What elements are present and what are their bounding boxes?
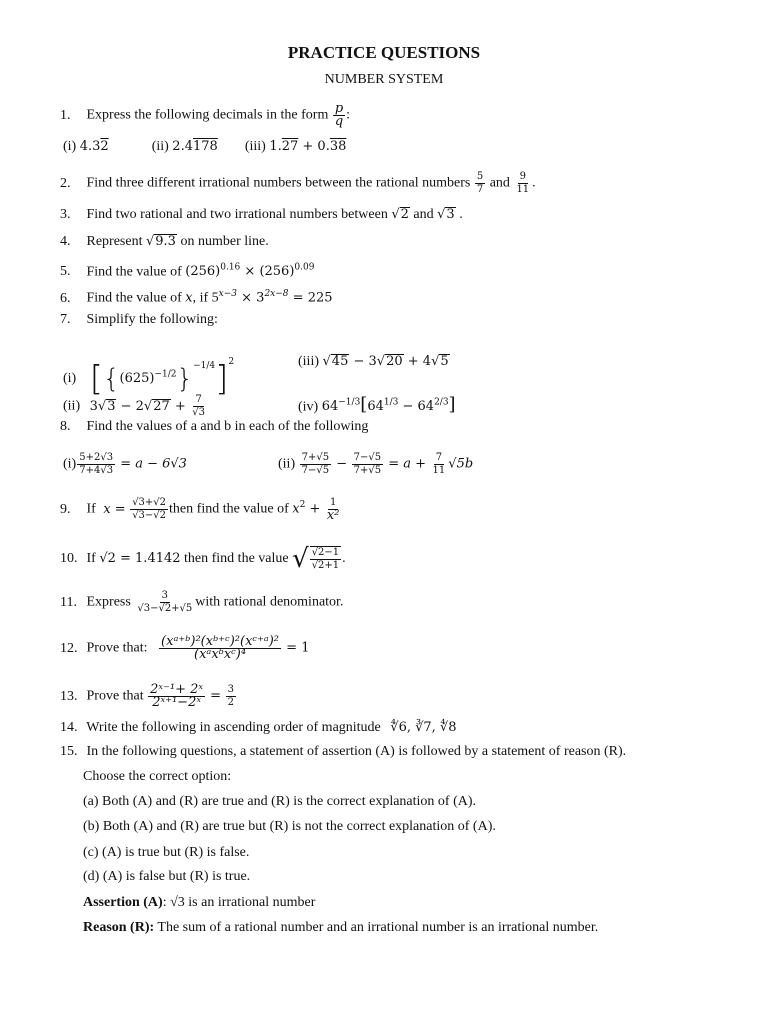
question-1-parts: (i) 4.32 (ii) 2.4178 (iii) 1.27 + 0.38 [63,139,347,154]
question-14: 14. Write the following in ascending order of magnitude ∜6, ∛7, ∜8 [60,720,457,735]
question-15-instruction: Choose the correct option: [83,769,232,784]
question-2: 2. Find three different irrational numbers between the rational numbers $\frac{5}{7}$ and $\frac{9}{11}$ . [60,171,536,195]
question-15: 15. In the following questions, a statement of assertion (A) is followed by a statement of reason (R). [60,744,627,759]
question-5: 5. Find the value of $(256)^{0.16} \times (256)^{0.09}$ [60,263,315,280]
assertion-statement: Assertion (A): √3 is an irrational number [83,895,316,910]
question-8-part-ii: (ii) $\frac{7+√5}{7-√5}$ − $\frac{7-√5}{7+√5}$ = a + $\frac{7}{11}$ √5b [278,452,474,476]
option-a: (a) Both (A) and (R) are true and (R) is the correct explanation of (A). [83,794,477,809]
option-b: (b) Both (A) and (R) are true but (R) is not the correct explanation of (A). [83,819,496,834]
fraction: $\frac{9}{11}$ [516,171,530,195]
question-10: 10. If √2 = 1.4142 then find the value √ $\frac{√2-1}{√2+1}$ . [60,544,346,574]
question-7-part-ii: (ii) 3√3 − 2√27 + $\frac{7}{√3}$ [63,394,206,418]
question-13: 13. Prove that $\frac{\text{2ˣ⁻¹+ 2ˣ}}{\text{2ˣ⁺¹−2ˣ}}$ = $\frac{3}{2}$ [60,682,234,710]
p-over-q-fraction: $\frac{p}{q}$ [334,101,344,129]
radical: √2 [391,207,409,222]
question-12: 12. Prove that: $\frac{\text{(xᵃ⁺ᵇ)²(xᵇ⁺ᶜ)²(xᶜ⁺ᵃ)²}}{\text{(xᵃxᵇxᶜ)⁴}}$ = 1 [60,634,310,662]
question-4: 4. Represent √9.3 on number line. [60,234,269,249]
question-7-part-i: (i) $[\{(625)^{-1/2}\}^{-1/4}]^2$ [63,357,235,399]
question-7: 7. Simplify the following: [60,312,218,327]
page-title: PRACTICE QUESTIONS [287,43,481,62]
question-number: 1. [60,107,71,123]
decimal-ii: 2.4178 [172,139,218,154]
radical: √9.3 [145,234,176,249]
question-9: 9. If x = $\frac{√3+√2}{√3-√2}$ then find the value of $x^2$ + $\frac{1}{\text{x²}}$ [60,496,340,523]
question-7-part-iii: (iii) √45 − 3√20 + 4√5 [298,354,449,369]
option-c: (c) (A) is true but (R) is false. [83,845,250,860]
page-subtitle: NUMBER SYSTEM [324,72,444,87]
question-text: Express the following decimals in the form [86,107,329,123]
option-d: (d) (A) is false but (R) is true. [83,869,251,884]
question-8: 8. Find the values of a and b in each of the following [60,419,369,434]
question-8-part-i: (i) $\frac{5+2√3}{7+4√3}$ = a − 6√3 [63,452,187,476]
question-1: 1. Express the following decimals in the form $\frac{p}{q}$ : [60,101,351,129]
question-3: 3. Find two rational and two irrational numbers between √2 and √3 . [60,207,463,222]
decimal-iii: 1.27 + 0.38 [269,139,347,154]
question-6: 6. Find the value of x, if $5^{x-3} \times 3^{2x-8} = 225$ [60,289,333,306]
question-7-part-iv: (iv) $64^{-1/3}[64^{1/3} - 64^{2/3}]$ [298,394,456,416]
reason-statement: Reason (R): The sum of a rational number and an irrational number is an irrational number. [83,920,599,935]
power-expression: $(256)^{0.16} \times (256)^{0.09}$ [185,263,315,280]
radical: √3 [437,207,455,222]
question-11: 11. Express $\frac{3}{√3-√2+√5}$ with rational denominator. [60,590,344,614]
fraction: $\frac{5}{7}$ [476,171,484,195]
decimal-i: 4.32 [79,139,109,154]
